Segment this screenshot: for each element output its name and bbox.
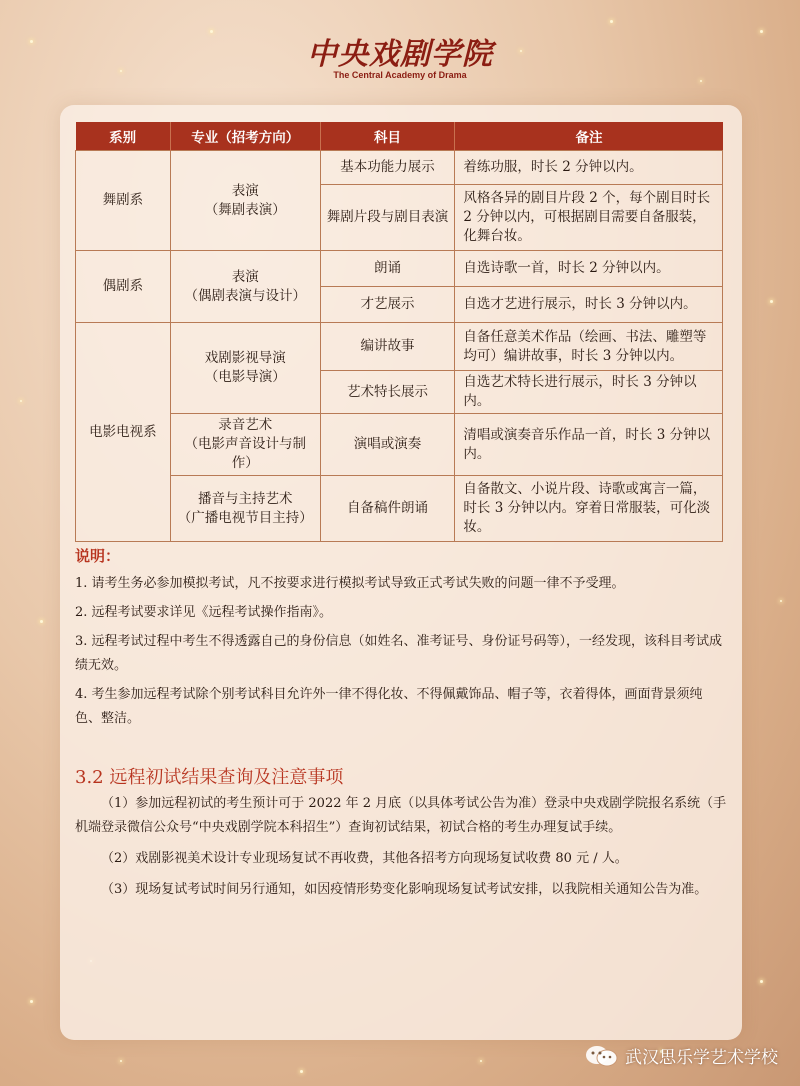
note-cell: 自选诗歌一首，时长 2 分钟以内。 (455, 251, 723, 287)
paragraph: （2）戏剧影视美术设计专业现场复试不再收费，其他各招考方向现场复试收费 80 元 / 人。 (101, 851, 628, 866)
note-cell: 自备任意美术作品（绘画、书法、雕塑等均可）编讲故事，时长 3 分钟以内。 (455, 323, 723, 371)
subject-cell: 自备稿件朗诵 (320, 476, 455, 542)
header-dept: 系别 (76, 122, 171, 151)
major-cell (170, 151, 320, 251)
major-name: 表演 (231, 268, 259, 285)
major-direction: （电影导演） (204, 369, 286, 385)
list-item: 2. 远程考试要求详见《远程考试操作指南》。 (75, 605, 333, 620)
major-direction: （电影声音设计与制作） (184, 436, 306, 471)
table-row (76, 323, 723, 371)
table-header-row (76, 122, 723, 151)
watermark-text: 武汉思乐学艺术学校 (625, 1048, 778, 1068)
subject-cell: 朗诵 (320, 251, 455, 287)
major-name: 录音艺术 (218, 417, 273, 433)
major-direction: （舞剧表演） (204, 201, 286, 218)
explanation-title: 说明： (75, 547, 121, 565)
subject-cell: 基本功能力展示 (320, 151, 455, 185)
subject-cell: 艺术特长展示 (320, 371, 455, 414)
academy-logo-english: The Central Academy of Drama (333, 70, 467, 80)
list-item: 3. 远程考试过程中考生不得透露自己的身份信息（如姓名、准考证号、身份证号码等），一经发现，该科目考试成绩无效。 (75, 634, 723, 673)
exam-subjects-table (75, 122, 723, 542)
major-cell (170, 251, 320, 323)
table-row (76, 476, 723, 542)
note-cell: 自备散文、小说片段、诗歌或寓言一篇，时长 3 分钟以内。穿着日常服装，可化淡妆。 (455, 476, 723, 542)
paragraph: （1）参加远程初试的考生预计可于 2022 年 2 月底（以具体考试公告为准）登录中央戏剧学院报名系统（手机端登录微信公众号“中央戏剧学院本科招生”）查询初试结果，初试合格的考生办理复试手续。 (75, 796, 727, 835)
major-cell (170, 323, 320, 414)
section-body (75, 792, 727, 909)
list-item: 1. 请考生务必参加模拟考试，凡不按要求进行模拟考试导致正式考试失败的问题一律不予受理。 (75, 576, 625, 591)
major-name: 播音与主持艺术 (198, 490, 293, 507)
list-item: 4. 考生参加远程考试除个别考试科目允许外一律不得化妆、不得佩戴饰品、帽子等，衣着得体，画面背景须纯色、整洁。 (75, 687, 703, 726)
note-cell: 自选才艺进行展示，时长 3 分钟以内。 (455, 287, 723, 323)
major-cell (170, 476, 320, 542)
subject-cell: 舞剧片段与剧目表演 (320, 185, 455, 251)
header (0, 38, 800, 80)
header-major: 专业（招考方向） (170, 122, 320, 151)
wechat-icon (585, 1045, 619, 1067)
dept-cell: 偶剧系 (76, 251, 171, 323)
dept-cell: 舞剧系 (76, 151, 171, 251)
header-note: 备注 (455, 122, 723, 151)
dept-cell: 电影电视系 (76, 323, 171, 542)
table-row (76, 414, 723, 476)
major-direction: （广播电视节目主持） (177, 509, 313, 526)
note-cell: 清唱或演奏音乐作品一首，时长 3 分钟以内。 (455, 414, 723, 476)
subject-cell: 演唱或演奏 (320, 414, 455, 476)
major-direction: （偶剧表演与设计） (184, 287, 306, 304)
major-name: 戏剧影视导演 (204, 350, 286, 366)
watermark (585, 1043, 778, 1068)
note-cell: 着练功服，时长 2 分钟以内。 (455, 151, 723, 185)
major-cell (170, 414, 320, 476)
note-cell: 自选艺术特长进行展示，时长 3 分钟以内。 (455, 371, 723, 414)
table-row (76, 251, 723, 287)
major-name: 表演 (231, 182, 259, 199)
note-cell: 风格各异的剧目片段 2 个，每个剧目时长 2 分钟以内，可根据剧目需要自备服装，化舞台妆。 (455, 185, 723, 251)
table-row (76, 151, 723, 185)
subject-cell: 才艺展示 (320, 287, 455, 323)
section-heading: 3.2 远程初试结果查询及注意事项 (75, 767, 344, 788)
header-subject: 科目 (320, 122, 455, 151)
subject-cell: 编讲故事 (320, 323, 455, 371)
paragraph: （3）现场复试考试时间另行通知，如因疫情形势变化影响现场复试考试安排，以我院相关通知公告为准。 (101, 882, 708, 897)
explanation-list (75, 572, 727, 736)
academy-logo-chinese: 中央戏剧学院 (307, 37, 493, 72)
